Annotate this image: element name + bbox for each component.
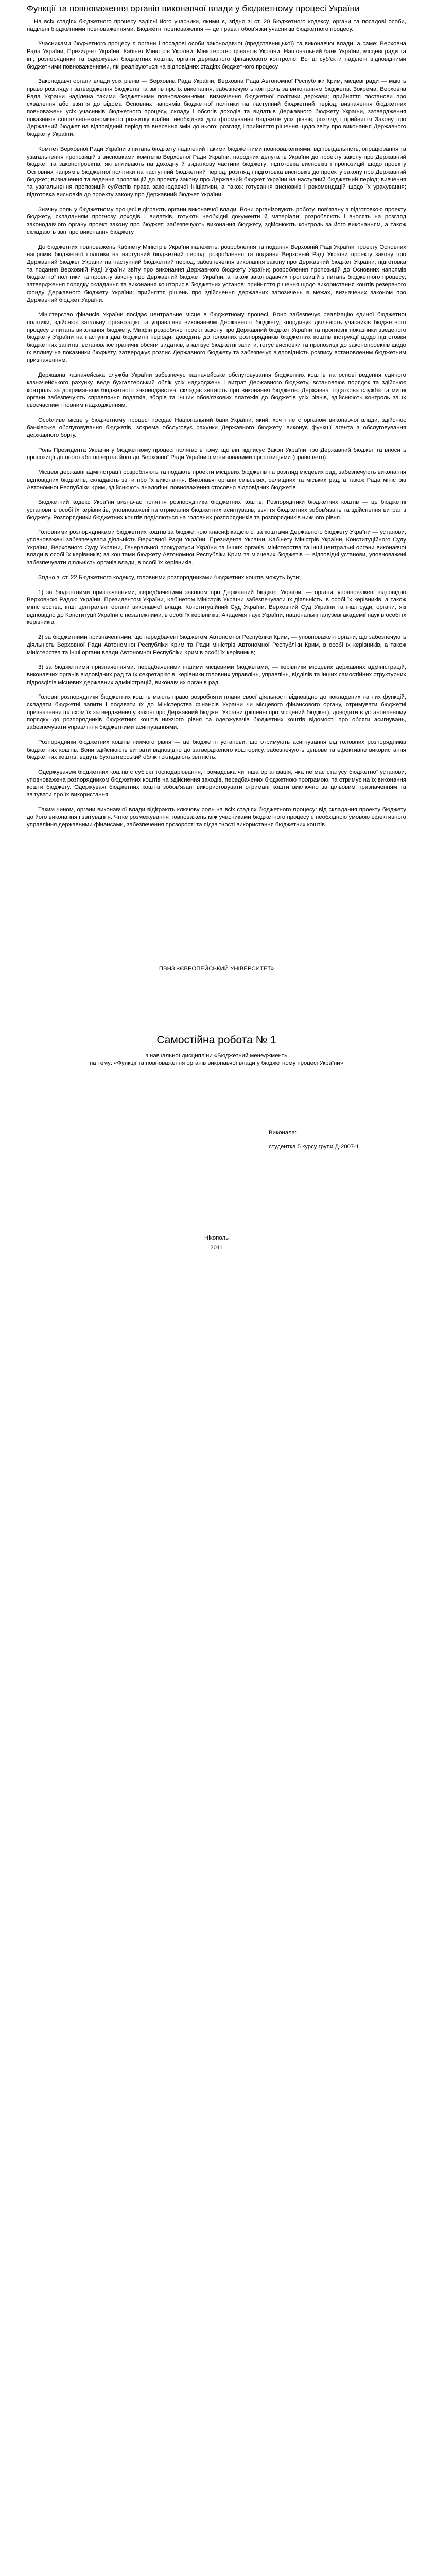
body-paragraph: Роль Президента України у бюджетному процесі полягає в тому, що він підписує Закон України про Державний бюджет та вносить пропозиції до нього або повертає його до Верховної Ради України з мотивованими пропозиціями (право вето). [27,447,406,461]
body-paragraph: Державна казначейська служба України забезпечує казначейське обслуговування бюджетних коштів на основі ведення єдиного казначейського рахунку, веде бухгалтерський облік усіх надходжень і витрат Державного бюджету, встановлює порядок та здійснює контроль за дотриманням бюджетного законодавства, складає звітність про виконання бюджетів. Державна податкова служба та митні органи забезпечують справляння податків, зборів та інших обов'язкових платежів до бюджетів усіх рівнів, здійснюють контроль за їх своєчасним і повним надходженням. [27,372,406,409]
body-paragraph: Комітет Верховної Ради України з питань бюджету наділений такими бюджетними повноваженнями: відповідальність, опрацювання та узагальнення пропозицій з висновками комітетів Верховної Ради України, народних депутатів України до проекту закону про Державний бюджет та законопроектів, які впливають на доходну й видаткову частини бюджету; підготовка висновків і пропозицій щодо проекту Основних напрямів бюджетної політики на наступний бюджетний період, розгляд і підготовка висновків до проекту закону про Державний бюджет; визначення та ведення пропозицій до проекту закону про Державний бюджет України на наступний бюджетний період; вивчення та узагальнення пропозицій суб'єктів права законодавчої ініціативи, а також готування висновків і рекомендацій щодо їх урахування; підготовка висновків до проекту закону про Державний бюджет України. [27,146,406,198]
body-paragraph: Законодавчі органи влади усіх рівнів — Верховна Рада України, Верховна Рада Автономної Республіки Крим, місцеві ради — мають право розгляду і затвердження бюджетів та звітів про їх виконання, забезпечують контроль за виконанням бюджетів. Зокрема, Верховна Рада України наділена такими бюджетними повноваженнями: визначення бюджетної політики держави; прийняття постанови про схвалення або взяття до відома Основних напрямів бюджетної політики на наступний бюджетний період; визначення бюджетних повноважень усіх учасників бюджетного процесу, складу і обсягів доходів та видатків Державного бюджету України, затвердження показників соціально-економічного розвитку країни, необхідних для формування бюджетів усіх рівнів; розгляд і прийняття Закону про Державний бюджет на відповідний період та внесення змін до нього; розгляд і прийняття рішення щодо звіту про виконання Державного бюджету України. [27,78,406,138]
university-name: ПВНЗ «ЄВРОПЕЙСЬКИЙ УНІВЕРСИТЕТ» [159,965,274,972]
document-body [27,18,406,829]
body-paragraph: Бюджетний кодекс України визначає поняття розпорядника бюджетних коштів. Розпорядники бюджетних коштів — це бюджетні установи в особі їх керівників, уповноважені на отримання бюджетних асигнувань, взяття бюджетних зобов'язань та здійснення витрат з бюджету. Розпорядники бюджетних коштів поділяються на головних розпорядників та розпорядників нижчого рівня. [27,499,406,521]
topic-line: на тему: «Функції та повноваження органів виконавчої влади у бюджетному процесі України» [89,1060,343,1066]
spacer [27,1157,406,1234]
spacer [27,1067,406,1129]
spacer [27,973,406,1033]
body-paragraph: Місцеві державні адміністрації розробляють та подають проекти місцевих бюджетів на розгляд місцевих рад, забезпечують виконання відповідних бюджетів, складають звіти про їх виконання. Виконавчі органи сільських, селищних та міських рад, а також Рада міністрів Автономної Республіки Крим, здійснюють аналогічні повноваження стосовно відповідних бюджетів. [27,469,406,491]
body-paragraph: Головні розпорядники бюджетних коштів мають право розробляти плани своєї діяльності відповідно до покладених на них функцій, складати бюджетні запити і подавати їх до Міністерства фінансів України чи місцевого фінансового органу, отримувати бюджетні призначення шляхом їх затвердження у законі про Державний бюджет України (рішенні про місцевий бюджет), доводити в установленому порядку до розпорядників бюджетних коштів нижчого рівня та одержувачів бюджетних коштів відомості про обсяги асигнувань, забезпечувати управління бюджетними асигнуваннями. [27,694,406,731]
performer-value: студентка 5 курсу групи Д-2007-1 [269,1143,359,1150]
year: 2011 [210,1244,223,1251]
body-paragraph: До бюджетних повноважень Кабінету Міністрів України належить: розроблення та подання Верховній Раді України проекту Основних напрямів бюджетної політики на наступний бюджетний період; розроблення та подання Верховній Раді України проекту закону про Державний бюджет України на наступний бюджетний період; забезпечення виконання закону про Державний бюджет України; підготовка та подання Верховній Раді України звіту про виконання Державного бюджету України; розроблення пропозицій до Основних напрямів бюджетної політики та проекту закону про Державний бюджет України, а також законодавчих пропозицій з питань бюджетного процесу; затвердження порядку складання та виконання кошторисів бюджетних установ; прийняття рішення щодо використання коштів резервного фонду Державного бюджету України; прийняття рішень про здійснення державних запозичень в межах, визначених законом про Державний бюджет України. [27,244,406,303]
body-paragraph: Міністерство фінансів України посідає центральне місце в бюджетному процесі. Воно забезпечує реалізацію єдиної бюджетної політики, здійснює загальну організацію та управління виконанням Державного бюджету, координує діяльність учасників бюджетного процесу з питань виконання бюджету. Мінфін розробляє проект закону про Державний бюджет України та прогнозні показники зведеного бюджету України на наступні два бюджетні періоди, доводить до головних розпорядників бюджетних коштів інструкції щодо підготовки бюджетних запитів, встановлює граничні обсяги видатків, аналізує бюджетні запити, готує висновки та пропозиції до законопроектів щодо їх впливу на показники бюджету, затверджує розпис Державного бюджету та забезпечує відповідність розпису встановленим бюджетним призначенням. [27,312,406,364]
spacer [27,836,406,965]
body-paragraph: Учасниками бюджетного процесу є органи і посадові особи законодавчої (представницької) та виконавчої влади, а саме: Верховна Рада України, Президент України, Кабінет Міністрів України, Міністерство фінансів України, Національний банк України, місцеві ради та ін.; розпорядники та одержувачі бюджетних коштів, органи державного фінансового контролю. Всі ці суб'єкти наділені відповідними бюджетними повноваженнями, які реалізуються на відповідних стадіях бюджетного процесу. [27,41,406,70]
title-footer [27,1234,406,1252]
document-title: Функції та повноваження органів виконавчої влади у бюджетному процесі України [27,4,360,13]
body-paragraph: Головними розпорядниками бюджетних коштів за бюджетною класифікацією є: за коштами Державного бюджету України — установи, уповноважені забезпечувати діяльність Верховної Ради України, Президента України, Кабінету Міністрів України, Конституційного Суду України, Верховного Суду України, Генеральної прокуратури України та інших органів, міністерства та інші центральні органи виконавчої влади в особі їх керівників; за коштами бюджету Автономної Республіки Крим та місцевих бюджетів — відповідні установи, уповноважені забезпечувати діяльність органів влади, в особі їх керівників. [27,529,406,566]
subject-line: з навчальної дисципліни «Бюджетний менеджмент» [145,1052,288,1059]
body-paragraph: 3) за бюджетними призначеннями, передбаченими іншими місцевими бюджетами, — керівники місцевих державних адміністрацій, виконавчих органів відповідних рад та їх секретаріатів, керівники головних управлінь, управлінь, відділів та інших самостійних структурних підрозділів місцевих державних адміністрацій, виконавчих органів рад. [27,664,406,686]
body-paragraph: Значну роль у бюджетному процесі відіграють органи виконавчої влади. Вони організовують роботу, пов'язану з підготовкою проекту бюджету, складанням прогнозу доходів і видатків, готують необхідні документи й матеріали; розробляють і вносять на розгляд законодавчого органу проект закону про бюджет; забезпечують виконання бюджету, здійснюють контроль за його виконанням, а також складають звіт про виконання бюджету. [27,206,406,235]
performer-block [269,1129,406,1151]
body-paragraph: Одержувачем бюджетних коштів є суб'єкт господарювання, громадська чи інша організація, яка не має статусу бюджетної установи, уповноважена розпорядником бюджетних коштів на здійснення заходів, передбачених бюджетною програмою, та отримує на їх виконання кошти бюджету. Одержувачі бюджетних коштів зобов'язані використовувати отримані кошти виключно за цільовим призначенням та звітувати про їх використання. [27,769,406,799]
city: Нікополь [204,1234,229,1241]
work-title: Самостійна робота № 1 [156,1033,276,1046]
performer-label: Виконала: [269,1129,297,1136]
body-paragraph: Згідно зі ст. 22 Бюджетного кодексу, головними розпорядниками бюджетних коштів можуть бути: [38,574,301,581]
body-paragraph: Розпорядники бюджетних коштів нижчого рівня — це бюджетні установи, що отримують асигнування від головних розпорядників бюджетних коштів. Вони здійснюють витрати відповідно до затвердженого кошторису, забезпечують цільове та ефективне використання бюджетних коштів, ведуть бухгалтерський облік і складають звітність. [27,739,406,761]
body-paragraph: Особливе місце у бюджетному процесі посідає Національний банк України, який, хоч і не є органом виконавчої влади, здійснює банківське обслуговування бюджетів, зокрема обслуговує рахунки Державного бюджету, виконує функції агента з обслуговування державного боргу. [27,417,406,439]
body-paragraph: На всіх стадіях бюджетного процесу задіяні його учасники, якими є, згідно зі ст. 20 Бюджетного кодексу, органи та посадові особи, наділені бюджетними повноваженнями. Бюджетні повноваження — це права і обов'язки учасників бюджетного процесу. [27,19,406,32]
body-paragraph: 1) за бюджетними призначеннями, передбаченими законом про Державний бюджет України, — органи, уповноважені відповідно Верховною Радою України, Президентом України, Кабінетом Міністрів України забезпечувати їх діяльність, в особі їх керівників, а також міністерства, інші центральні органи виконавчої влади, Конституційний Суд України, Верховний Суд України та інші суди, органи, які відповідно до Конституції України є незалежними, в особі їх керівників; Академія наук України, національні галузеві академії наук в особі їх керівників; [27,589,407,626]
body-paragraph: Таким чином, органи виконавчої влади відіграють ключову роль на всіх стадіях бюджетного процесу: від складання проекту бюджету до його виконання і звітування. Чітке розмежування повноважень між учасниками бюджетного процесу є необхідною умовою ефективного управління державними фінансами, забезпечення прозорості та підзвітності використання бюджетних коштів. [27,806,406,828]
body-paragraph: 2) за бюджетними призначеннями, що передбачені бюджетом Автономної Республіки Крим, — уповноважені органи, що забезпечують діяльність Верховної Ради Автономної Республіки Крим та Ради міністрів Автономної Республіки Крим, в особі їх керівників, а також міністерства та інші органи влади Автономної Республіки Крим в особі їх керівників; [27,634,406,656]
